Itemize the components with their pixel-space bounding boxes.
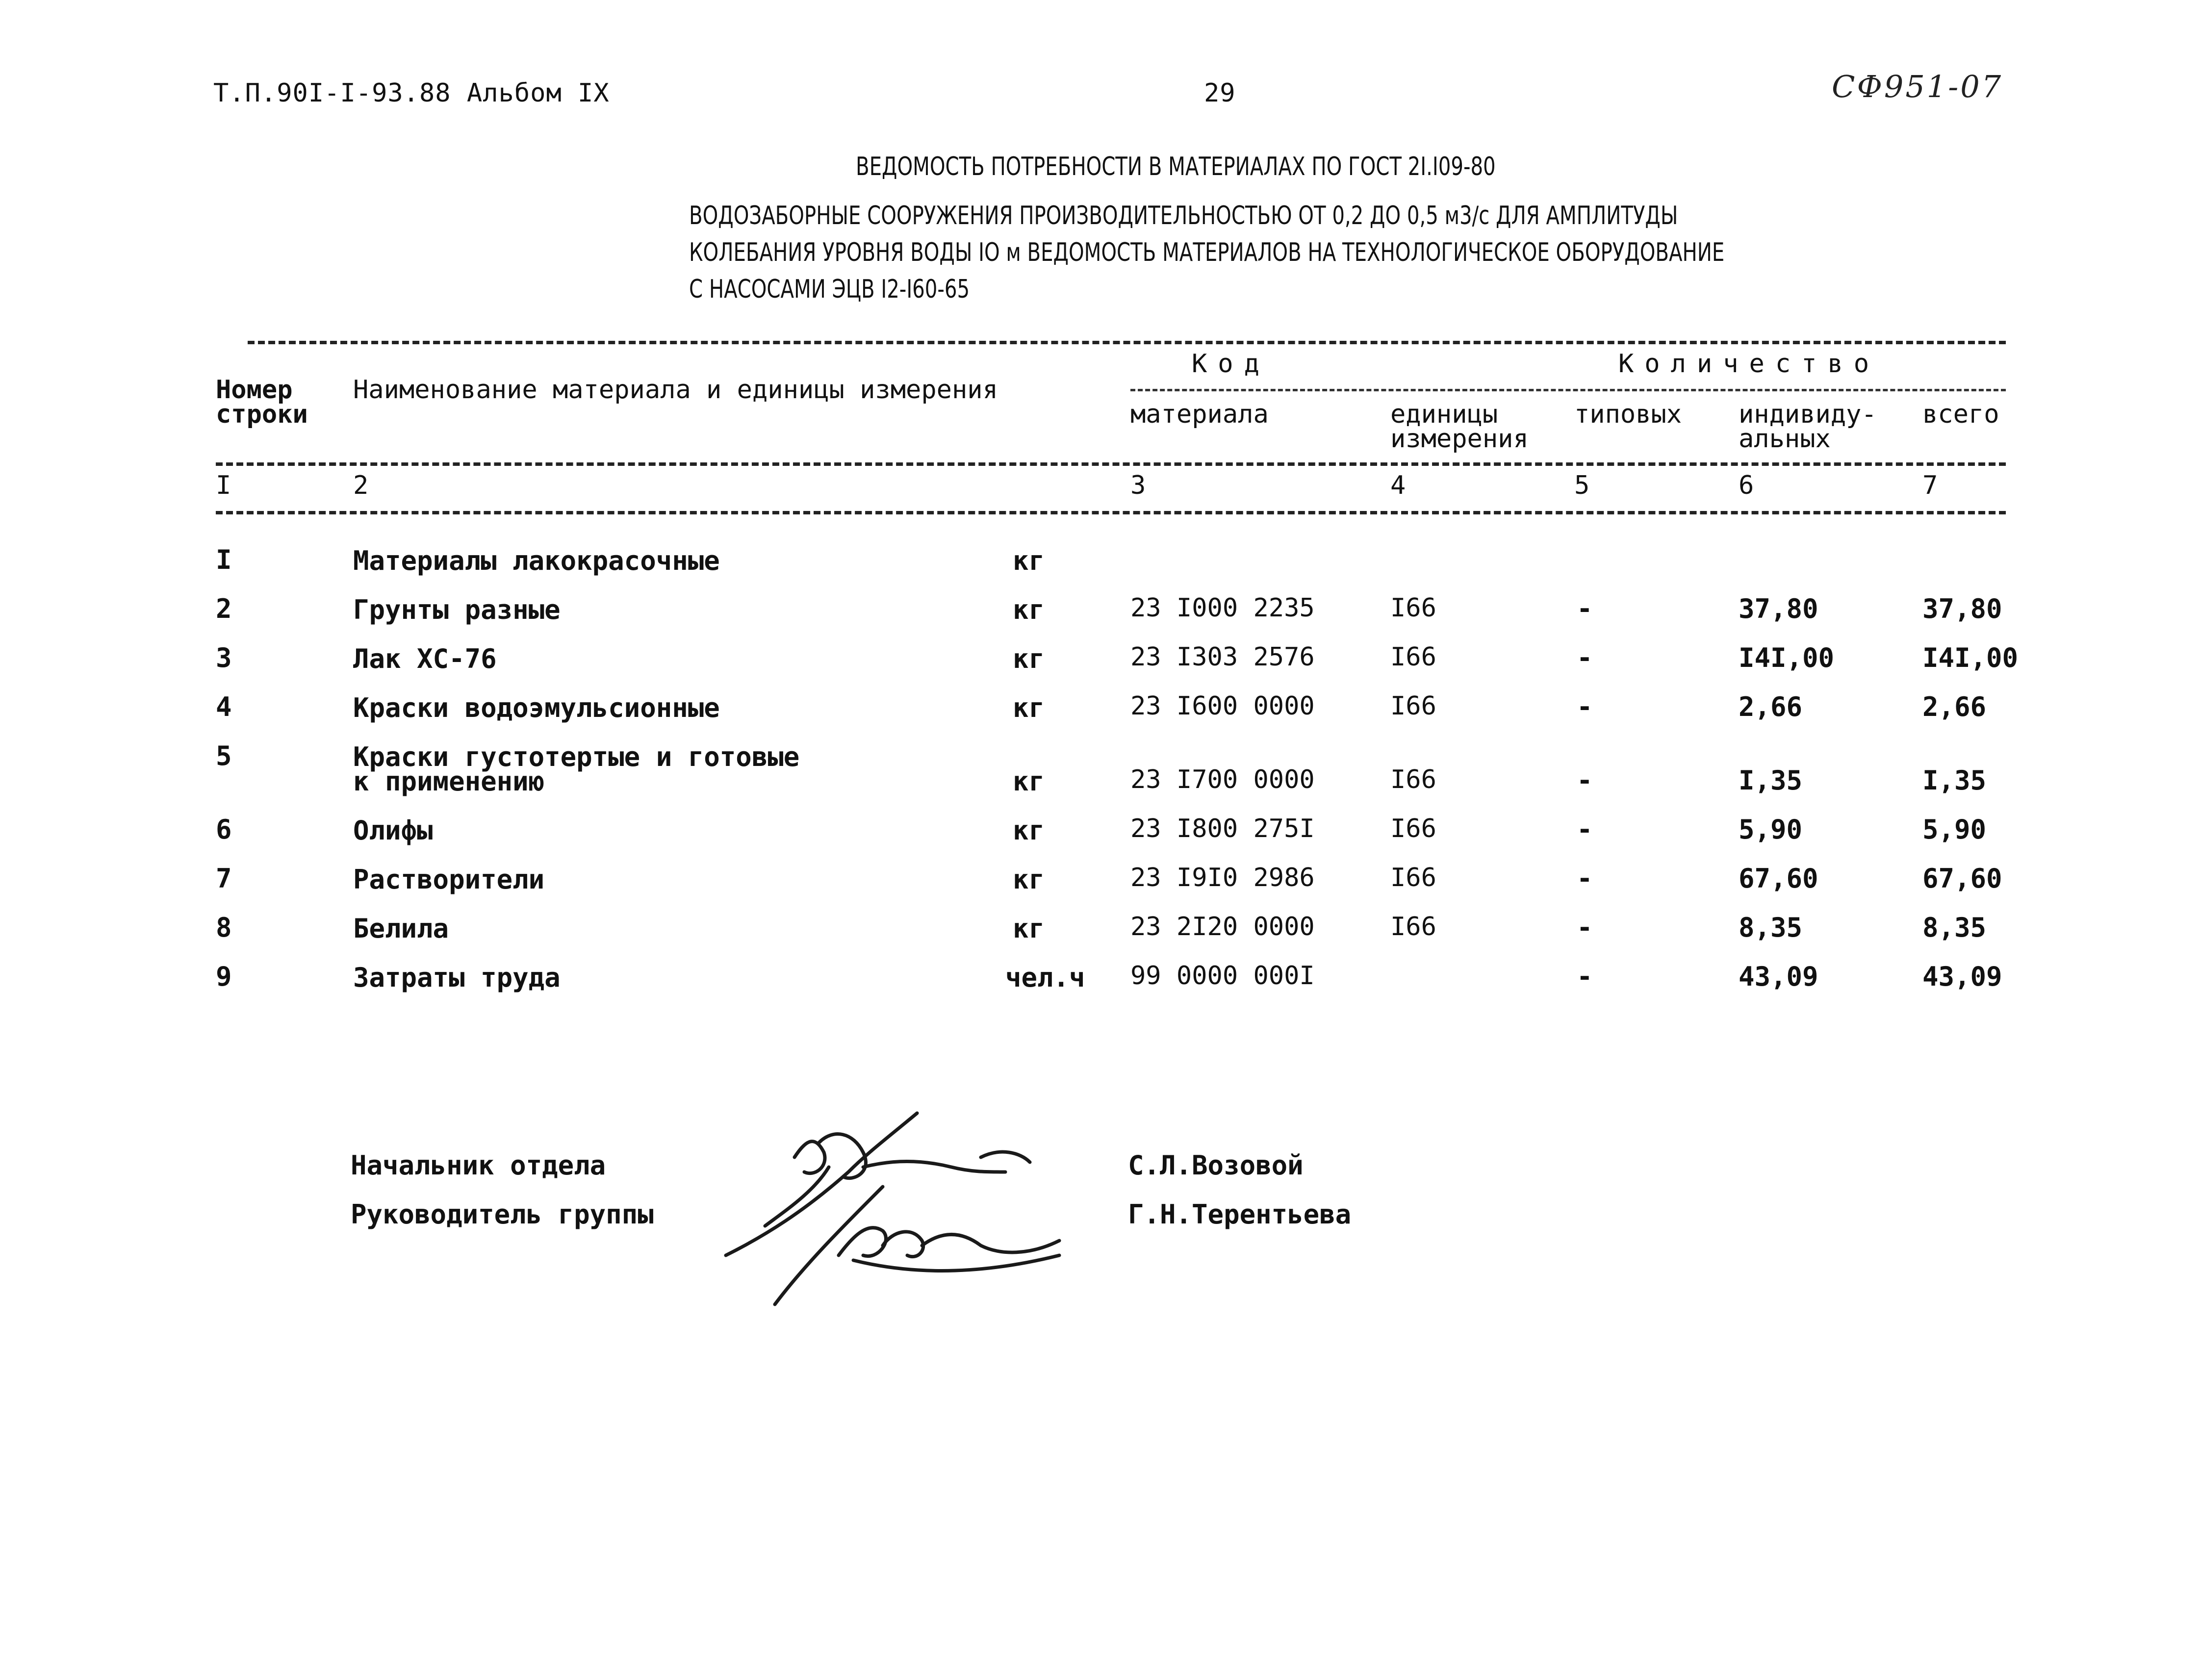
header-qty-individual-1: индивиду-: [1739, 400, 1877, 429]
material-name: Затраты труда: [353, 962, 561, 993]
column-number: 4: [1390, 471, 1406, 500]
qty-total: 43,09: [1922, 961, 2002, 992]
qty-typical: -: [1577, 765, 1593, 796]
handwritten-signature: [706, 1098, 1079, 1314]
row-number: 3: [216, 642, 232, 673]
signatory-name-head: С.Л.Возовой: [1128, 1150, 1304, 1181]
unit: кг: [1013, 545, 1045, 576]
header-code-material: материала: [1130, 400, 1269, 429]
qty-total: I4I,00: [1922, 642, 2019, 673]
header-qty-typical: типовых: [1574, 400, 1682, 429]
header-bottom-rule: [216, 462, 2006, 466]
row-number: 4: [216, 691, 232, 722]
unit: кг: [1013, 643, 1045, 674]
qty-individual: I4I,00: [1739, 642, 1835, 673]
header-qty-individual-2: альных: [1739, 424, 1831, 454]
qty-individual: 5,90: [1739, 814, 1803, 845]
unit: кг: [1013, 815, 1045, 846]
header-quantity-group: Количество: [1618, 349, 1880, 379]
qty-individual: 37,80: [1739, 593, 1818, 624]
material-code: 23 I700 0000: [1130, 765, 1315, 794]
row-number: 2: [216, 593, 232, 624]
qty-typical: -: [1577, 814, 1593, 845]
material-code: 23 I9I0 2986: [1130, 863, 1315, 892]
row-number: 8: [216, 912, 232, 943]
subtitle-line-3: С НАСОСАМИ ЭЦВ I2-I60-65: [689, 275, 970, 304]
material-code: 23 I600 0000: [1130, 691, 1315, 721]
unit-code: I66: [1390, 642, 1436, 672]
column-numbers-rule: [216, 511, 2006, 514]
header-qty-total: всего: [1922, 400, 1999, 429]
qty-total: 8,35: [1922, 912, 1987, 943]
material-code: 23 2I20 0000: [1130, 912, 1315, 942]
row-number: 7: [216, 863, 232, 894]
material-name: Грунты разные: [353, 594, 561, 625]
qty-individual: 43,09: [1739, 961, 1818, 992]
group-header-rule: [1130, 389, 2006, 391]
unit-code: I66: [1390, 593, 1436, 623]
column-number: 2: [353, 471, 369, 500]
unit-code: I66: [1390, 912, 1436, 942]
unit: кг: [1013, 594, 1045, 625]
material-code: 99 0000 000I: [1130, 961, 1315, 991]
header-code-group: Код: [1192, 349, 1270, 379]
signatory-role-head: Начальник отдела: [351, 1150, 606, 1181]
material-name: Белила: [353, 913, 449, 944]
document-title: ВЕДОМОСТЬ ПОТРЕБНОСТИ В МАТЕРИАЛАХ ПО ГОСТ 2I.I09-80: [856, 152, 1496, 181]
row-number: 6: [216, 814, 232, 845]
qty-typical: -: [1577, 961, 1593, 992]
column-number: 7: [1922, 471, 1938, 500]
qty-typical: -: [1577, 642, 1593, 673]
material-name: Краски водоэмульсионные: [353, 692, 720, 723]
document-code: Т.П.90I-I-93.88 Альбом IX: [213, 78, 610, 108]
unit: чел.ч: [1005, 962, 1085, 993]
column-number: I: [216, 471, 231, 500]
header-unit-code-1: единицы: [1390, 400, 1498, 429]
qty-total: 37,80: [1922, 593, 2002, 624]
qty-individual: 67,60: [1739, 863, 1818, 894]
archive-stamp-code: СФ951-07: [1832, 69, 2003, 104]
qty-individual: 8,35: [1739, 912, 1803, 943]
qty-typical: -: [1577, 691, 1593, 722]
row-number: 9: [216, 961, 232, 992]
material-name: Лак ХС-76: [353, 643, 497, 674]
qty-total: 67,60: [1922, 863, 2002, 894]
unit: кг: [1013, 913, 1045, 944]
page-number: 29: [1204, 78, 1236, 108]
qty-typical: -: [1577, 912, 1593, 943]
qty-individual: 2,66: [1739, 691, 1803, 722]
qty-typical: -: [1577, 593, 1593, 624]
column-number: 5: [1574, 471, 1590, 500]
material-name: Растворители: [353, 864, 545, 895]
row-number: 5: [216, 740, 232, 771]
signatory-name-group-lead: Г.Н.Терентьева: [1128, 1199, 1352, 1230]
subtitle-line-1: ВОДОЗАБОРНЫЕ СООРУЖЕНИЯ ПРОИЗВОДИТЕЛЬНОСТЬЮ ОТ 0,2 ДО 0,5 м3/с ДЛЯ АМПЛИТУДЫ: [689, 201, 1678, 230]
qty-total: I,35: [1922, 765, 1987, 796]
column-number: 6: [1739, 471, 1754, 500]
qty-individual: I,35: [1739, 765, 1803, 796]
material-name: Краски густотертые и готовые: [353, 741, 800, 772]
column-number: 3: [1130, 471, 1146, 500]
qty-typical: -: [1577, 863, 1593, 894]
subtitle-line-2: КОЛЕБАНИЯ УРОВНЯ ВОДЫ IO м ВЕДОМОСТЬ МАТЕРИАЛОВ НА ТЕХНОЛОГИЧЕСКОЕ ОБОРУДОВАНИЕ: [689, 238, 1725, 267]
header-row-number-1: Номер: [216, 375, 293, 405]
unit: кг: [1013, 766, 1045, 797]
unit: кг: [1013, 692, 1045, 723]
unit-code: I66: [1390, 765, 1436, 794]
row-number: I: [216, 544, 232, 575]
unit-code: I66: [1390, 863, 1436, 892]
qty-total: 2,66: [1922, 691, 1987, 722]
material-name: Олифы: [353, 815, 433, 846]
header-row-number-2: строки: [216, 400, 308, 429]
unit: кг: [1013, 864, 1045, 895]
material-name-continued: к применению: [353, 766, 545, 797]
qty-total: 5,90: [1922, 814, 1987, 845]
header-unit-code-2: измерения: [1390, 424, 1529, 454]
unit-code: I66: [1390, 691, 1436, 721]
signatory-role-group-lead: Руководитель группы: [351, 1199, 654, 1230]
table-top-rule: [248, 341, 2006, 344]
material-name: Материалы лакокрасочные: [353, 545, 720, 576]
material-code: 23 I303 2576: [1130, 642, 1315, 672]
material-code: 23 I000 2235: [1130, 593, 1315, 623]
header-material-name: Наименование материала и единицы измерения: [353, 375, 998, 405]
material-code: 23 I800 275I: [1130, 814, 1315, 843]
unit-code: I66: [1390, 814, 1436, 843]
